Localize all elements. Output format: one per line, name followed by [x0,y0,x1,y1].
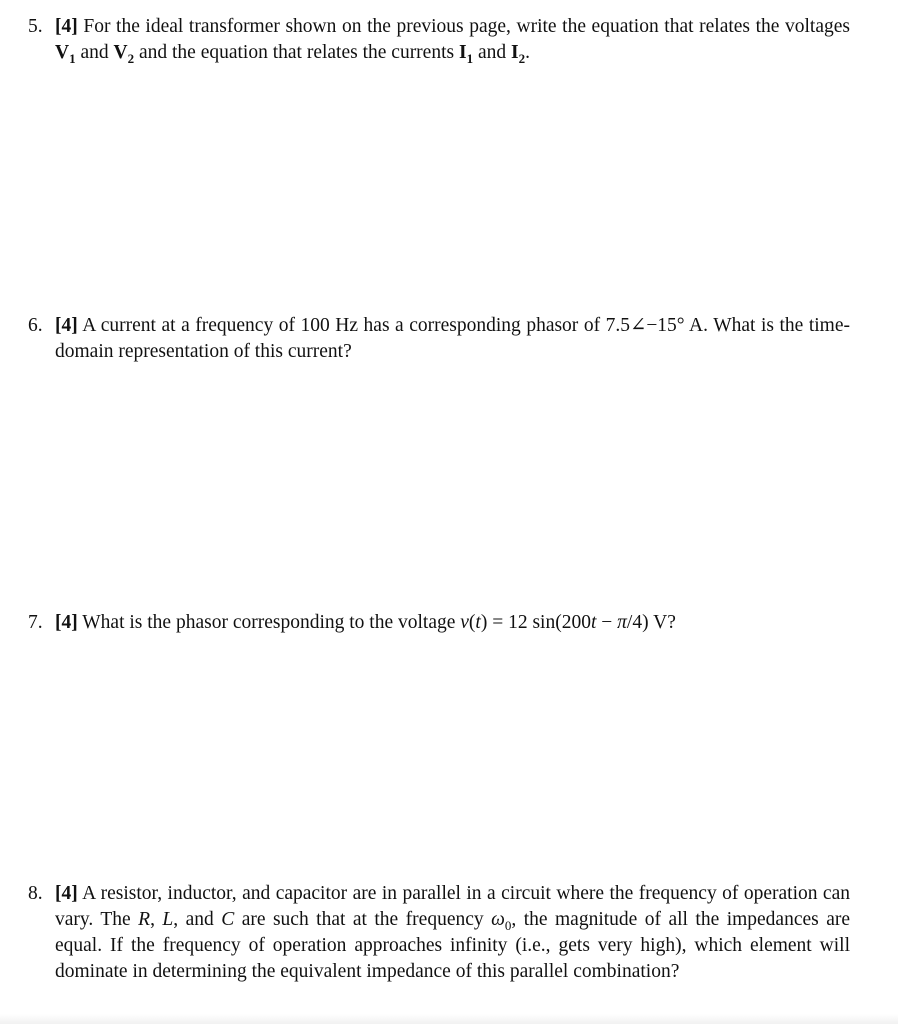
text-segment: and [473,42,511,63]
question-points: [4] [55,16,78,37]
question-points: [4] [55,883,78,904]
omega-symbol: $\omega_0$ [491,909,512,933]
question-number: 6. [28,315,43,336]
text-segment: . [525,42,530,63]
text-segment: are such that at the frequency [234,909,492,930]
question-number: 5. [28,16,43,37]
c-symbol: C [221,909,235,930]
text-segment: and the equation that relates the currents [134,42,459,63]
voltage-expression: v(t) = 12 sin(200t − π/4) [460,612,649,633]
question-points: [4] [55,612,78,633]
question-7 [28,610,850,636]
question-number: 8. [28,883,43,904]
question-6 [28,313,850,365]
question-text [55,14,850,66]
text-segment: V? [648,612,676,633]
text-segment: and [75,42,114,63]
question-number: 7. [28,612,43,633]
r-symbol: R [138,909,151,930]
text-segment: A resistor, inductor, and capacitor are in parallel in a circuit where the frequency of operation can vary. The [55,883,850,930]
question-5 [28,14,850,66]
text-segment: A current at a frequency of 100 Hz has a corresponding phasor of 7.5∠−15° A. What is the time-domain representation of this current? [55,315,850,362]
page-bottom-edge [0,1014,898,1024]
i1-symbol: $I_1$ [458,42,474,66]
text-segment: What is the phasor corresponding to the voltage [82,612,461,633]
v2-symbol: $V_2$ [113,42,135,66]
question-text [55,313,850,365]
question-text: [4] A resistor, inductor, and capacitor are in parallel in a circuit where the frequency of operation can vary. The R, L, and C are such that at the frequency $\omega_0$, the magnitude of all the impedances are equal. If the frequency of operation approaches infinity (i.e., gets very high), which element will dominate in determining the equivalent impedance of this parallel combination? [55,883,851,982]
question-8 [28,881,850,985]
question-text [55,610,850,636]
text-segment: For the ideal transformer shown on the previous page, write the equation that relates the voltages [83,16,850,37]
l-symbol: L [162,909,174,930]
question-points: [4] [55,315,78,336]
i2-symbol: $I_2$ [510,42,526,66]
text-segment: , the magnitude of all the impedances are equal. If the frequency of operation approaches infinity (i.e., gets very high), which element will dominate in determining the equivalent impedance of this parallel combination? [55,909,851,982]
v1-symbol: $V_1$ [55,42,76,66]
